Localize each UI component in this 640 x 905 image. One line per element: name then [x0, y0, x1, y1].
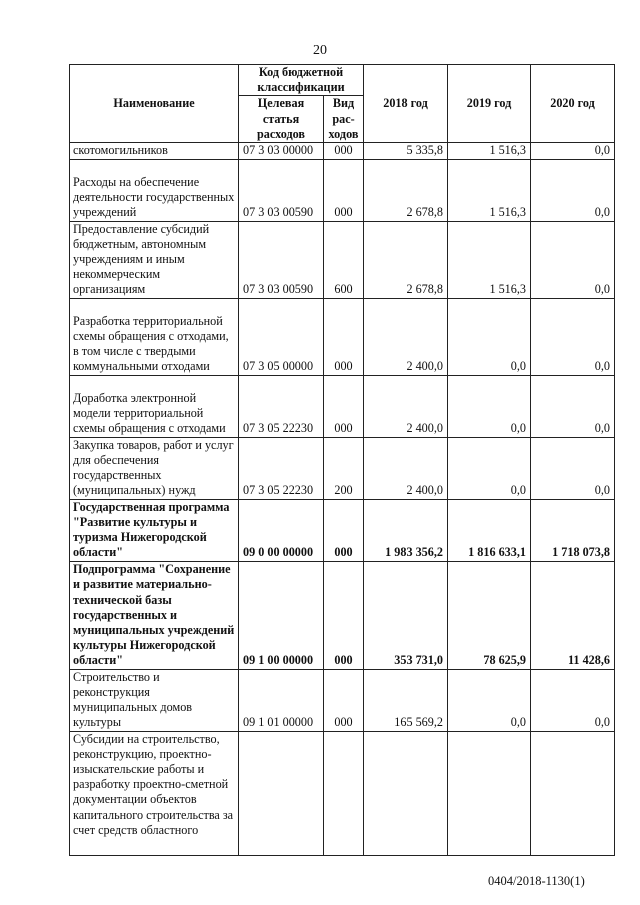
- row-value-2020: 0,0: [531, 143, 615, 159]
- row-value-2019: 78 625,9: [448, 561, 531, 669]
- row-value-2018: 2 400,0: [364, 437, 448, 499]
- row-value-2018: [364, 731, 448, 855]
- header-code-group: Код бюджетной классификации: [239, 65, 364, 96]
- row-expense-type: 200: [324, 437, 364, 499]
- row-expense-type: 000: [324, 561, 364, 669]
- row-value-2020: 0,0: [531, 159, 615, 221]
- header-year-2020: 2020 год: [531, 65, 615, 143]
- row-expense-type: 600: [324, 221, 364, 298]
- document-code: 0404/2018-1130(1): [488, 874, 585, 888]
- row-value-2019: 1 516,3: [448, 221, 531, 298]
- header-expense-type: Вид рас-ходов: [324, 96, 364, 143]
- row-target-code: [239, 731, 324, 855]
- table-row: [70, 499, 615, 561]
- row-expense-type: 000: [324, 499, 364, 561]
- row-value-2020: 0,0: [531, 221, 615, 298]
- table-row: [70, 221, 615, 298]
- header-year-2019: 2019 год: [448, 65, 531, 143]
- table-row: [70, 159, 615, 221]
- row-name: Предоставление субсидий бюджетным, автономным учреждениям и иным некоммерческим организациям: [70, 221, 239, 298]
- row-value-2019: 0,0: [448, 375, 531, 437]
- row-value-2019: 0,0: [448, 669, 531, 731]
- row-target-code: 09 1 00 00000: [239, 561, 324, 669]
- row-value-2020: 0,0: [531, 375, 615, 437]
- row-value-2018: 5 335,8: [364, 143, 448, 159]
- row-value-2020: 1 718 073,8: [531, 499, 615, 561]
- row-value-2020: 0,0: [531, 669, 615, 731]
- table-row: [70, 143, 615, 159]
- row-target-code: 07 3 05 22230: [239, 375, 324, 437]
- row-value-2020: 11 428,6: [531, 561, 615, 669]
- row-name: Закупка товаров, работ и услуг для обеспечения государственных (муниципальных) нужд: [70, 437, 239, 499]
- row-expense-type: [324, 731, 364, 855]
- row-name: Подпрограмма "Сохранение и развитие материально-технической базы государственных и муниципальных учреждений культуры Нижегородской области": [70, 561, 239, 669]
- row-value-2019: 1 516,3: [448, 159, 531, 221]
- row-expense-type: 000: [324, 669, 364, 731]
- row-expense-type: 000: [324, 143, 364, 159]
- row-expense-type: 000: [324, 375, 364, 437]
- row-name: Доработка электронной модели территориальной схемы обращения с отходами: [70, 375, 239, 437]
- table-row: [70, 561, 615, 669]
- row-value-2018: 1 983 356,2: [364, 499, 448, 561]
- row-value-2018: 2 400,0: [364, 375, 448, 437]
- row-name: Разработка территориальной схемы обращения с отходами, в том числе с твердыми коммунальными отходами: [70, 298, 239, 375]
- header-name: Наименование: [70, 65, 239, 143]
- row-target-code: 07 3 03 00000: [239, 143, 324, 159]
- row-value-2018: 353 731,0: [364, 561, 448, 669]
- row-name: Расходы на обеспечение деятельности государственных учреждений: [70, 159, 239, 221]
- row-value-2018: 2 400,0: [364, 298, 448, 375]
- row-value-2019: [448, 731, 531, 855]
- table-row: [70, 437, 615, 499]
- page-number: 20: [313, 43, 327, 58]
- row-target-code: 09 0 00 00000: [239, 499, 324, 561]
- row-target-code: 07 3 05 22230: [239, 437, 324, 499]
- row-value-2018: 165 569,2: [364, 669, 448, 731]
- row-name: Государственная программа "Развитие культуры и туризма Нижегородской области": [70, 499, 239, 561]
- row-value-2020: 0,0: [531, 437, 615, 499]
- budget-table: [69, 64, 615, 856]
- row-value-2020: 0,0: [531, 298, 615, 375]
- row-target-code: 07 3 03 00590: [239, 159, 324, 221]
- row-target-code: 09 1 01 00000: [239, 669, 324, 731]
- row-expense-type: 000: [324, 159, 364, 221]
- table-row: [70, 731, 615, 855]
- row-value-2020: [531, 731, 615, 855]
- row-name: Строительство и реконструкция муниципальных домов культуры: [70, 669, 239, 731]
- header-year-2018: 2018 год: [364, 65, 448, 143]
- row-value-2019: 1 516,3: [448, 143, 531, 159]
- header-target-article: Целевая статья расходов: [239, 96, 324, 143]
- row-target-code: 07 3 05 00000: [239, 298, 324, 375]
- row-expense-type: 000: [324, 298, 364, 375]
- row-value-2019: 0,0: [448, 298, 531, 375]
- table-row: [70, 298, 615, 375]
- table-row: [70, 375, 615, 437]
- row-name: Субсидии на строительство, реконструкцию, проектно-изыскательские работы и разработку проектно-сметной документации объектов капитального строительства за счет средств областного: [70, 731, 239, 855]
- table-row: [70, 669, 615, 731]
- row-target-code: 07 3 03 00590: [239, 221, 324, 298]
- row-value-2018: 2 678,8: [364, 221, 448, 298]
- row-name: скотомогильников: [70, 143, 239, 159]
- row-value-2019: 1 816 633,1: [448, 499, 531, 561]
- row-value-2018: 2 678,8: [364, 159, 448, 221]
- row-value-2019: 0,0: [448, 437, 531, 499]
